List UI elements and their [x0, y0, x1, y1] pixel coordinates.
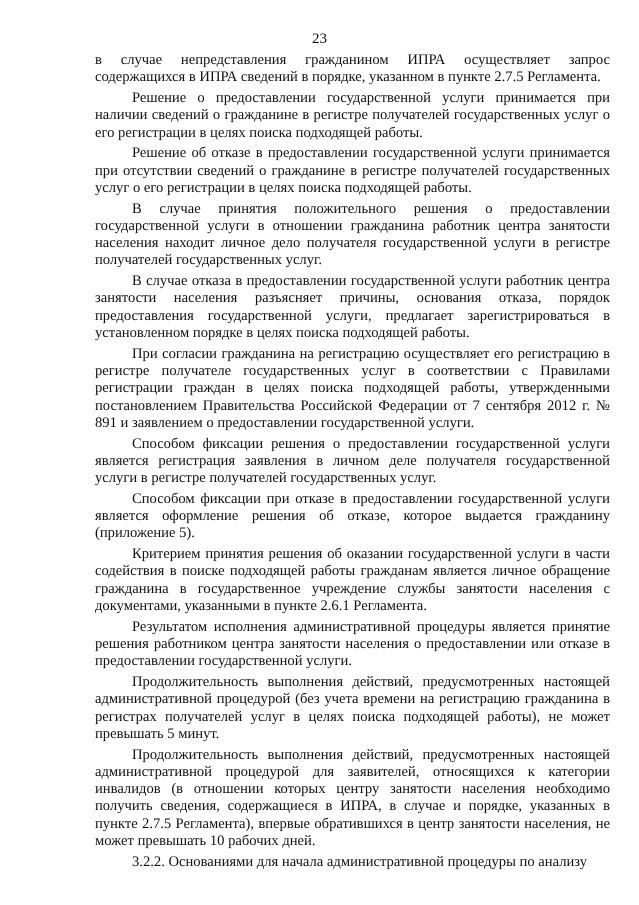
paragraph: В случае отказа в предоставлении государственной услуги работник центра занятости населения разъясняет причины, основания отказа, порядок предоставления государственной услуги, предлагает зарегистрироваться в установленном порядке в целях поиска подходящей работы. — [95, 273, 610, 342]
paragraph: Продолжительность выполнения действий, предусмотренных настоящей административной процедурой для заявителей, относящихся к категории инвалидов (в отношении которых центру занятости населения необходимо получить сведения, содержащиеся в ИПРА, в случае и порядке, указанных в пункте 2.7.5 Регламента), впервые обратившихся в центр занятости населения, не может превышать 10 рабочих дней. — [95, 746, 610, 850]
paragraph-continuation: в случае непредставления гражданином ИПРА осуществляет запрос содержащихся в ИПРА сведений в порядке, указанном в пункте 2.7.5 Регламента. — [95, 52, 610, 86]
paragraph: Способом фиксации при отказе в предоставлении государственной услуги является оформление решения об отказе, которое выдается гражданину (приложение 5). — [95, 490, 610, 542]
paragraph: Решение об отказе в предоставлении государственной услуги принимается при отсутствии сведений о гражданине в регистре получателей государственных услуг о его регистрации в целях поиска подходящей работы. — [95, 145, 610, 196]
document-body — [95, 52, 610, 874]
paragraph: Решение о предоставлении государственной услуги принимается при наличии сведений о гражданине в регистре получателей государственных услуг о его регистрации в целях поиска подходящей работы. — [95, 89, 610, 141]
section-heading-paragraph: 3.2.2. Основаниями для начала административной процедуры по анализу — [132, 853, 588, 870]
paragraph: Продолжительность выполнения действий, предусмотренных настоящей административной процедурой (без учета времени на регистрацию гражданина в регистрах получателей услуг в целях поиска подходящей работы), не может превышать 5 минут. — [95, 674, 610, 742]
paragraph: Результатом исполнения административной процедуры является принятие решения работником центра занятости населения о предоставлении или отказе в предоставлении государственной услуги. — [95, 618, 610, 670]
paragraph: Способом фиксации решения о предоставлении государственной услуги является регистрация заявления в личном деле получателя государственной услуги в регистре получателей государственных услуг. — [95, 435, 610, 487]
paragraph: В случае принятия положительного решения о предоставлении государственной услуги в отношении гражданина работник центра занятости населения находит личное дело получателя государственной услуги в регистре получателей государственных услуг. — [95, 200, 610, 269]
page-number: 23 — [312, 31, 327, 47]
paragraph: Критерием принятия решения об оказании государственной услуги в части содействия в поиске подходящей работы гражданам является личное обращение гражданина в государственное учреждение службы занятости населения с документами, указанными в пункте 2.6.1 Регламента. — [95, 546, 610, 615]
paragraph: При согласии гражданина на регистрацию осуществляет его регистрацию в регистре получателе государственных услуг в соответствии с Правилами регистрации граждан в целях поиска подходящей работы, утвержденными постановлением Правительства Российской Федерации от 7 сентября 2012 г. № 891 и заявлением о предоставлении государственной услуги. — [95, 345, 610, 431]
